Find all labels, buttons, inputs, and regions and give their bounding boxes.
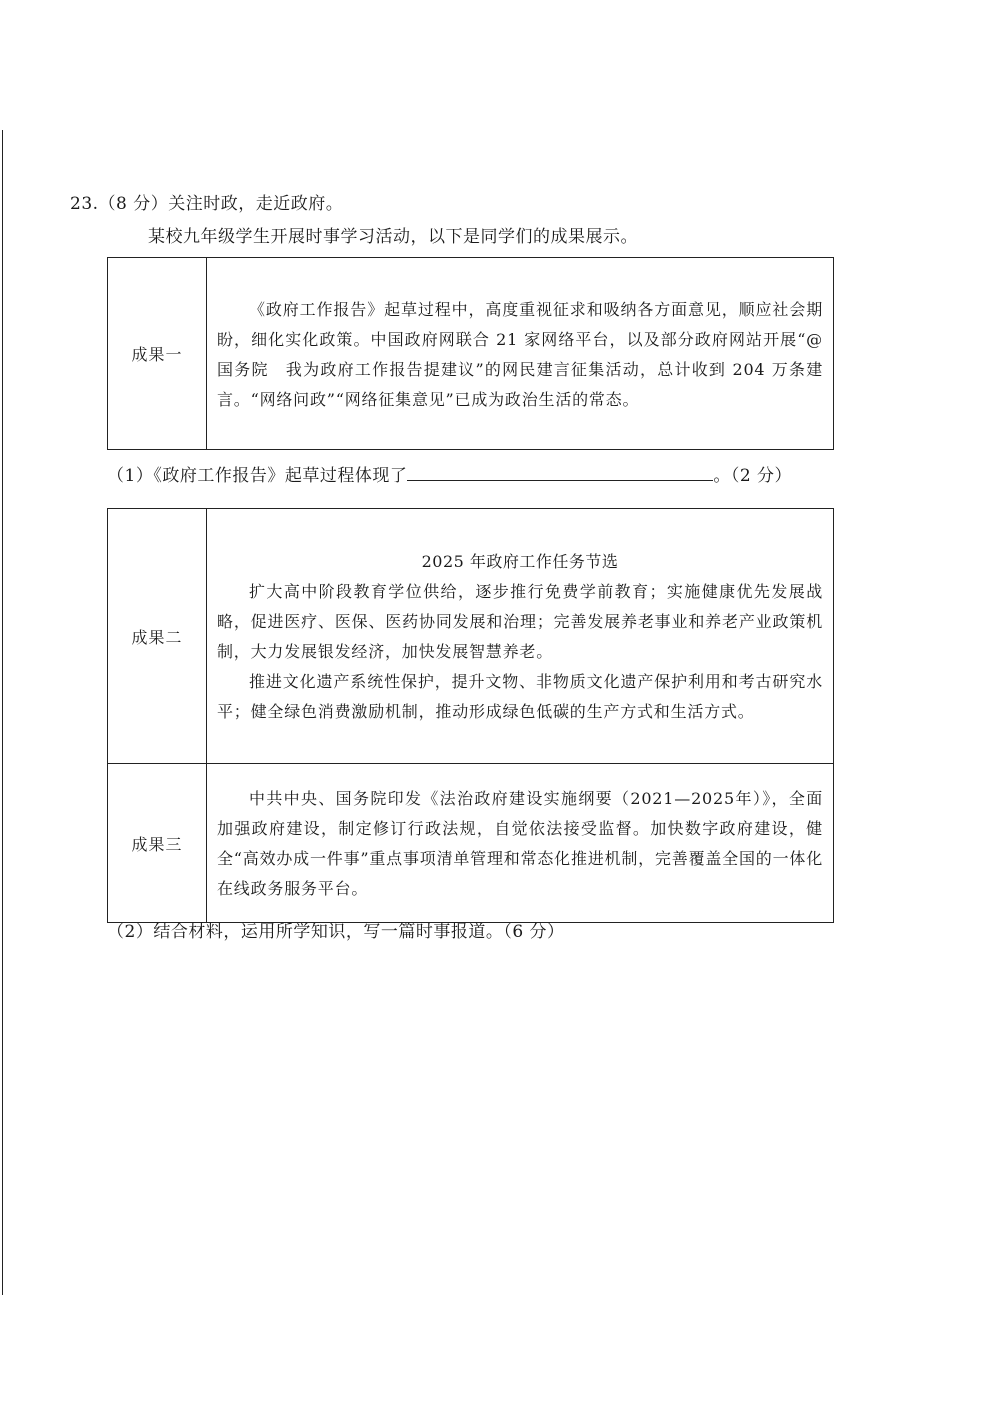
result-three-label: 成果三 xyxy=(108,764,207,923)
question-title: （8 分）关注时政，走近政府。 xyxy=(98,194,344,214)
result-one-table xyxy=(107,257,834,450)
result-two-content xyxy=(207,509,834,764)
question-intro: 某校九年级学生开展时事学习活动，以下是同学们的成果展示。 xyxy=(148,227,638,247)
answer-blank[interactable] xyxy=(407,460,713,481)
result-two-paragraph-2: 推进文化遗产系统性保护，提升文物、非物质文化遗产保护利用和考古研究水平；健全绿色消费激励机制，推动形成绿色低碳的生产方式和生活方式。 xyxy=(217,672,823,721)
result-two-paragraph-1: 扩大高中阶段教育学位供给，逐步推行免费学前教育；实施健康优先发展战略，促进医疗、医保、医药协同发展和治理；完善发展养老事业和养老产业政策机制，大力发展银发经济，加快发展智慧养老。 xyxy=(217,582,823,661)
sub-question-1-suffix: 。（2 分） xyxy=(713,466,793,486)
question-number: 23. xyxy=(70,194,99,214)
result-two-title: 2025 年政府工作任务节选 xyxy=(421,552,619,571)
page-left-rule xyxy=(2,130,3,1295)
result-one-label: 成果一 xyxy=(108,258,207,450)
result-two-label: 成果二 xyxy=(108,509,207,764)
result-one-paragraph: 《政府工作报告》起草过程中，高度重视征求和吸纳各方面意见，顺应社会期盼，细化实化政策。中国政府网联合 21 家网络平台，以及部分政府网站开展“@国务院 我为政府工作报告提建议”的网民建言征集活动，总计收到 204 万条建言。“网络问政”“网络征集意见”已成为政治生活的常态。 xyxy=(217,299,823,409)
result-two-three-table xyxy=(107,508,834,923)
result-three-content xyxy=(207,764,834,923)
sub-question-2: （2）结合材料，运用所学知识，写一篇时事报道。（6 分） xyxy=(107,922,565,942)
question-heading xyxy=(70,190,343,218)
result-three-paragraph: 中共中央、国务院印发《法治政府建设实施纲要（2021—2025年）》，全面加强政府建设，制定修订行政法规，自觉依法接受监督。加快数字政府建设，健全“高效办成一件事”重点事项清单管理和常态化推进机制，完善覆盖全国的一体化在线政务服务平台。 xyxy=(217,789,823,898)
sub-question-1 xyxy=(107,460,792,490)
result-one-content xyxy=(207,258,834,450)
sub-question-1-prefix: （1）《政府工作报告》起草过程体现了 xyxy=(107,466,408,486)
